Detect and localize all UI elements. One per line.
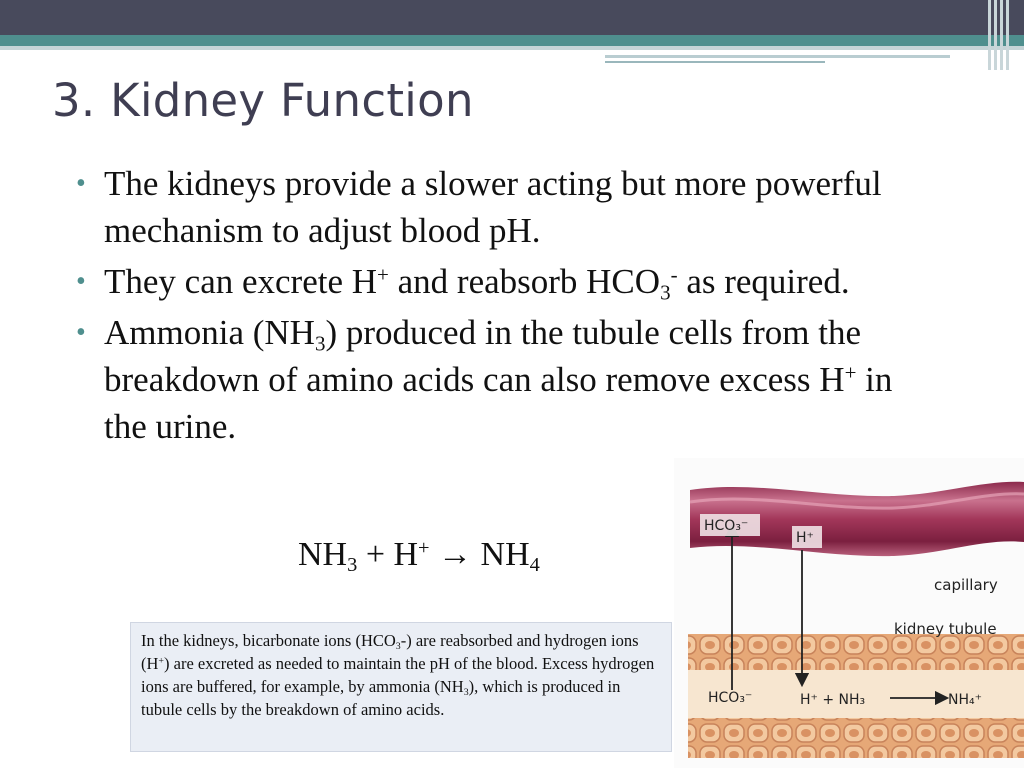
bullet-text: They can excrete H: [104, 262, 378, 301]
bullet-list: [74, 160, 924, 454]
tubule-wall-bottom: [688, 718, 1024, 758]
caption-text: -) are reabsorbed and hydrogen ions (H: [141, 631, 639, 673]
figure-caption: [130, 622, 672, 752]
reaction-arrow-icon: →: [429, 536, 481, 573]
bullet-text: and reabsorb HCO: [388, 262, 661, 301]
caption-text: ) are excreted as needed to maintain the pH of the blood. Excess hydrogen ions are buffered, for example, by ammonia (NH: [141, 654, 655, 696]
equation-text: NH: [298, 536, 348, 573]
capillary-label: capillary: [934, 576, 998, 594]
bullet-item: [74, 309, 924, 450]
superscript: -: [670, 262, 678, 287]
header-right-stripes: [988, 0, 1024, 70]
bullet-text: as required.: [677, 262, 850, 301]
caption-text: In the kidneys, bicarbonate ions (HCO: [141, 631, 396, 650]
subscript: 3: [347, 554, 358, 577]
hco3-top-label: HCO₃⁻: [704, 518, 749, 534]
header-band-teal: [0, 35, 1024, 46]
bullet-item: [74, 160, 924, 254]
superscript: +: [418, 536, 430, 559]
nh4-label: NH₄⁺: [948, 692, 983, 708]
subscript: 3: [463, 686, 469, 698]
bullet-text: Ammonia (NH: [104, 313, 315, 352]
bullet-item: [74, 258, 924, 305]
h-top-label: H⁺: [796, 530, 814, 546]
superscript: +: [158, 655, 164, 667]
header-band-gap: [0, 50, 1024, 52]
header-accent-line: [605, 55, 950, 58]
bullet-text: The kidneys provide a slower acting but more powerful mechanism to adjust blood pH.: [104, 164, 882, 250]
kidney-tubule-label: kidney tubule: [894, 620, 997, 638]
hco3-bottom-label: HCO₃⁻: [708, 690, 753, 706]
bullet-text: ) produced in the tubule cells from the breakdown of amino acids can also remove excess H: [104, 313, 861, 399]
tubule-wall-top: [688, 634, 1024, 670]
header-accent-line: [605, 61, 825, 63]
equation-text: NH: [480, 536, 530, 573]
h-nh3-label: H⁺ + NH₃: [800, 692, 866, 708]
equation-text: + H: [357, 536, 419, 573]
kidney-diagram: [674, 458, 1024, 768]
subscript: 4: [529, 554, 540, 577]
superscript: +: [377, 262, 389, 287]
subscript: 3: [395, 640, 401, 652]
superscript: +: [844, 360, 857, 385]
slide-title: 3. Kidney Function: [52, 74, 474, 127]
subscript: 3: [660, 280, 671, 305]
bullet-text: in the urine.: [104, 360, 893, 446]
subscript: 3: [314, 331, 326, 356]
reaction-equation: [298, 536, 540, 577]
caption-text: ), which is produced in tubule cells by the breakdown of amino acids.: [141, 677, 621, 719]
header-band-dark: [0, 0, 1024, 35]
